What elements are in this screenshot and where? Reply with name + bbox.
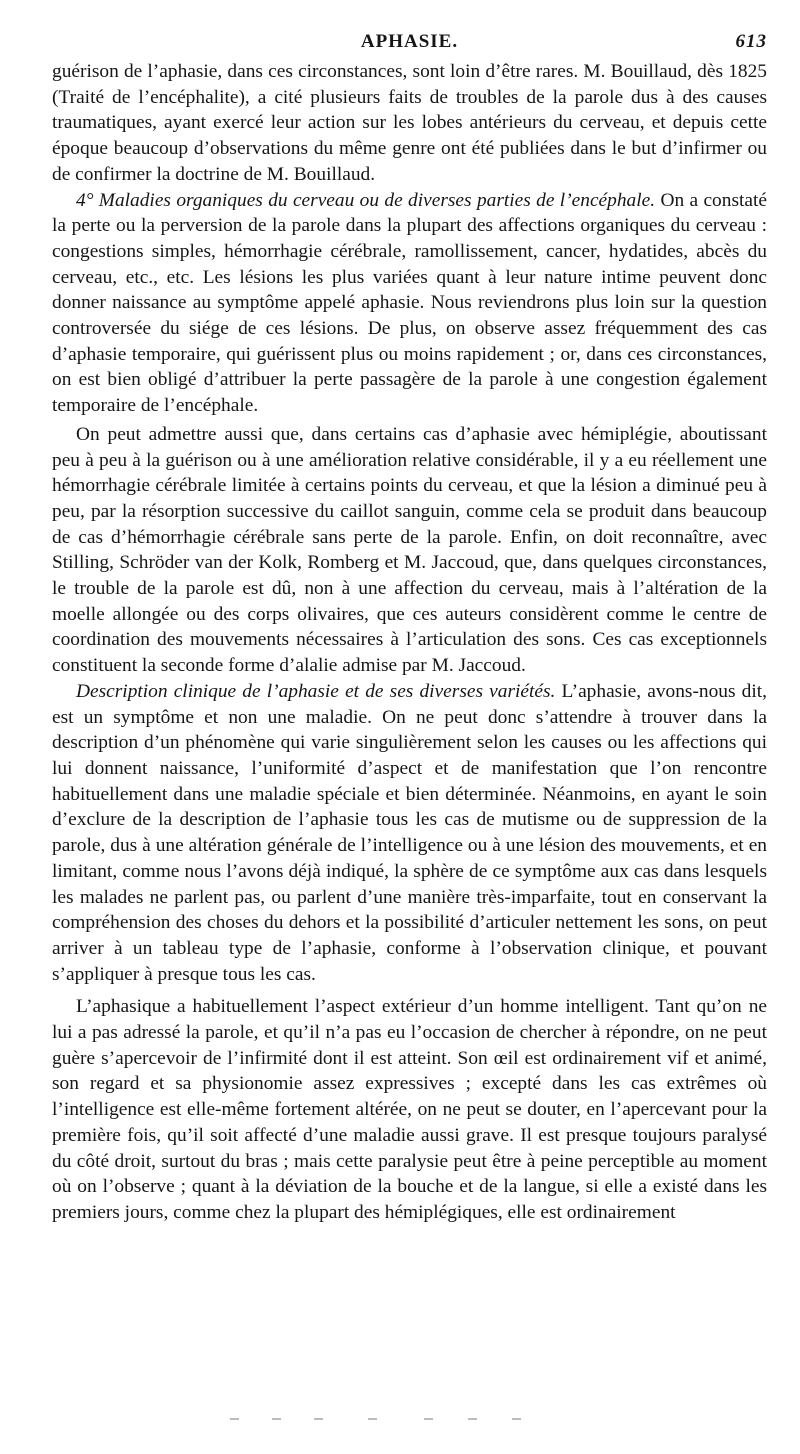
body-text [52, 59, 767, 1226]
paragraph-text: L’aphasique a habituellement l’aspect extérieur d’un homme intelligent. Tant qu’on ne lui a pas adressé la parole, et qu’il n’a pas eu l’occasion de chercher à répondre, on ne peut guère s’apercevoir de l’infirmité dont il est atteint. Son œil est ordinairement vif et animé, son regard et sa physionomie assez expressives ; excepté dans les cas extrêmes où l’intelligence est elle-même fortement altérée, on ne peut se douter, en l’apercevant pour la première fois, qu’il soit affecté d’une maladie aussi grave. Il est presque toujours paralysé du côté droit, surtout du bras ; mais cette paralysie peut être à peine perceptible au moment où on l’observe ; quant à la déviation de la bouche et de la langue, si elle a existé dans les premiers jours, comme chez la plupart des hémiplégiques, elle est ordinairement [52, 996, 767, 1223]
running-header [52, 31, 767, 55]
print-mark [512, 1418, 521, 1420]
section-heading: 4° Maladies organiques du cerveau ou de diverses parties de l’encéphale. [76, 189, 656, 211]
running-title: APHASIE. [360, 31, 459, 52]
print-mark [368, 1418, 377, 1420]
paragraph-organic-diseases [52, 188, 767, 419]
print-mark [424, 1418, 433, 1420]
print-mark [272, 1418, 281, 1420]
paragraph-hemiplegia [52, 422, 767, 679]
paragraph-continuation [52, 59, 767, 188]
page-number: 613 [735, 31, 767, 52]
paragraph-text: L’aphasie, avons-nous dit, est un symptôme et non une maladie. On ne peut donc s’attendre à trouver dans la description d’un phénomène qui varie singulièrement selon les causes ou les affections qui lui donnent naissance, l’uniformité d’aspect et de manifestation que l’on rencontre habituellement dans une maladie spéciale et bien déterminée. Néanmoins, en ayant le soin d’exclure de la description de l’aphasie tous les cas de mutisme ou de suppression de la parole, dus à une altération générale de l’intelligence ou à une lésion des mouvements, et en limitant, comme nous l’avons déjà indiqué, la sphère de ce symptôme aux cas dans lesquels les malades ne parlent pas, ou parlent d’une manière très-imparfaite, tout en conservant la compréhension des choses du dehors et la possibilité d’articuler nettement les sons, on peut arriver à un tableau type de l’aphasie, conforme à l’observation clinique, et pouvant s’appliquer à presque tous les cas. [52, 680, 767, 985]
paragraph-aphasic-aspect [52, 994, 767, 1225]
paragraph-text: On peut admettre aussi que, dans certains cas d’aphasie avec hémiplégie, aboutissant peu à peu à la guérison ou à une amélioration relative considérable, il y a eu réellement une hémorrhagie cérébrale limitée à certains points du cerveau, et que la lésion a diminué peu à peu, par la résorption successive du caillot sanguin, comme cela se produit dans beaucoup de cas d’hémorrhagie cérébrale sans perte de la parole. Enfin, on doit reconnaître, avec Stilling, Schröder van der Kolk, Romberg et M. Jaccoud, que, dans quelques circonstances, le trouble de la parole est dû, non à une affection du cerveau, mais à l’altération de la moelle allongée ou des corps olivaires, que ces auteurs considèrent comme le centre de coordination des mouvements nécessaires à l’articulation des sons. Ces cas exceptionnels constituent la seconde forme d’alalie admise par M. Jaccoud. [52, 423, 767, 677]
print-mark [468, 1418, 477, 1420]
print-mark [230, 1418, 239, 1420]
paragraph-text: On a constaté la perte ou la perversion de la parole dans la plupart des affections organiques du cerveau : congestions simples, hémorrhagie cérébrale, ramollissement, cancer, hydatides, abcès du cerveau, etc., etc. Les lésions les plus variées quant à leur nature intime peuvent donc donner naissance au symptôme appelé aphasie. Nous reviendrons plus loin sur la question controversée du siége de ces lésions. De plus, on observe assez fréquemment des cas d’aphasie temporaire, qui guérissent plus ou moins rapidement ; or, dans ces circonstances, on est bien obligé d’attribuer la perte passagère de la parole à une congestion également temporaire de l’encéphale. [52, 189, 767, 417]
section-heading: Description clinique de l’aphasie et de ses diverses variétés. [76, 680, 556, 702]
print-mark [314, 1418, 323, 1420]
paragraph-clinical-description [52, 679, 767, 987]
paragraph-text: guérison de l’aphasie, dans ces circonstances, sont loin d’être rares. M. Bouillaud, dès 1825 (Traité de l’encéphalite), a cité plusieurs faits de troubles de la parole dus à des causes traumatiques, ayant exercé leur action sur les lobes antérieurs du cerveau, et depuis cette époque beaucoup d’observations du même genre ont été publiées dans le but d’infirmer ou de confirmer la doctrine de M. Bouillaud. [52, 61, 767, 185]
